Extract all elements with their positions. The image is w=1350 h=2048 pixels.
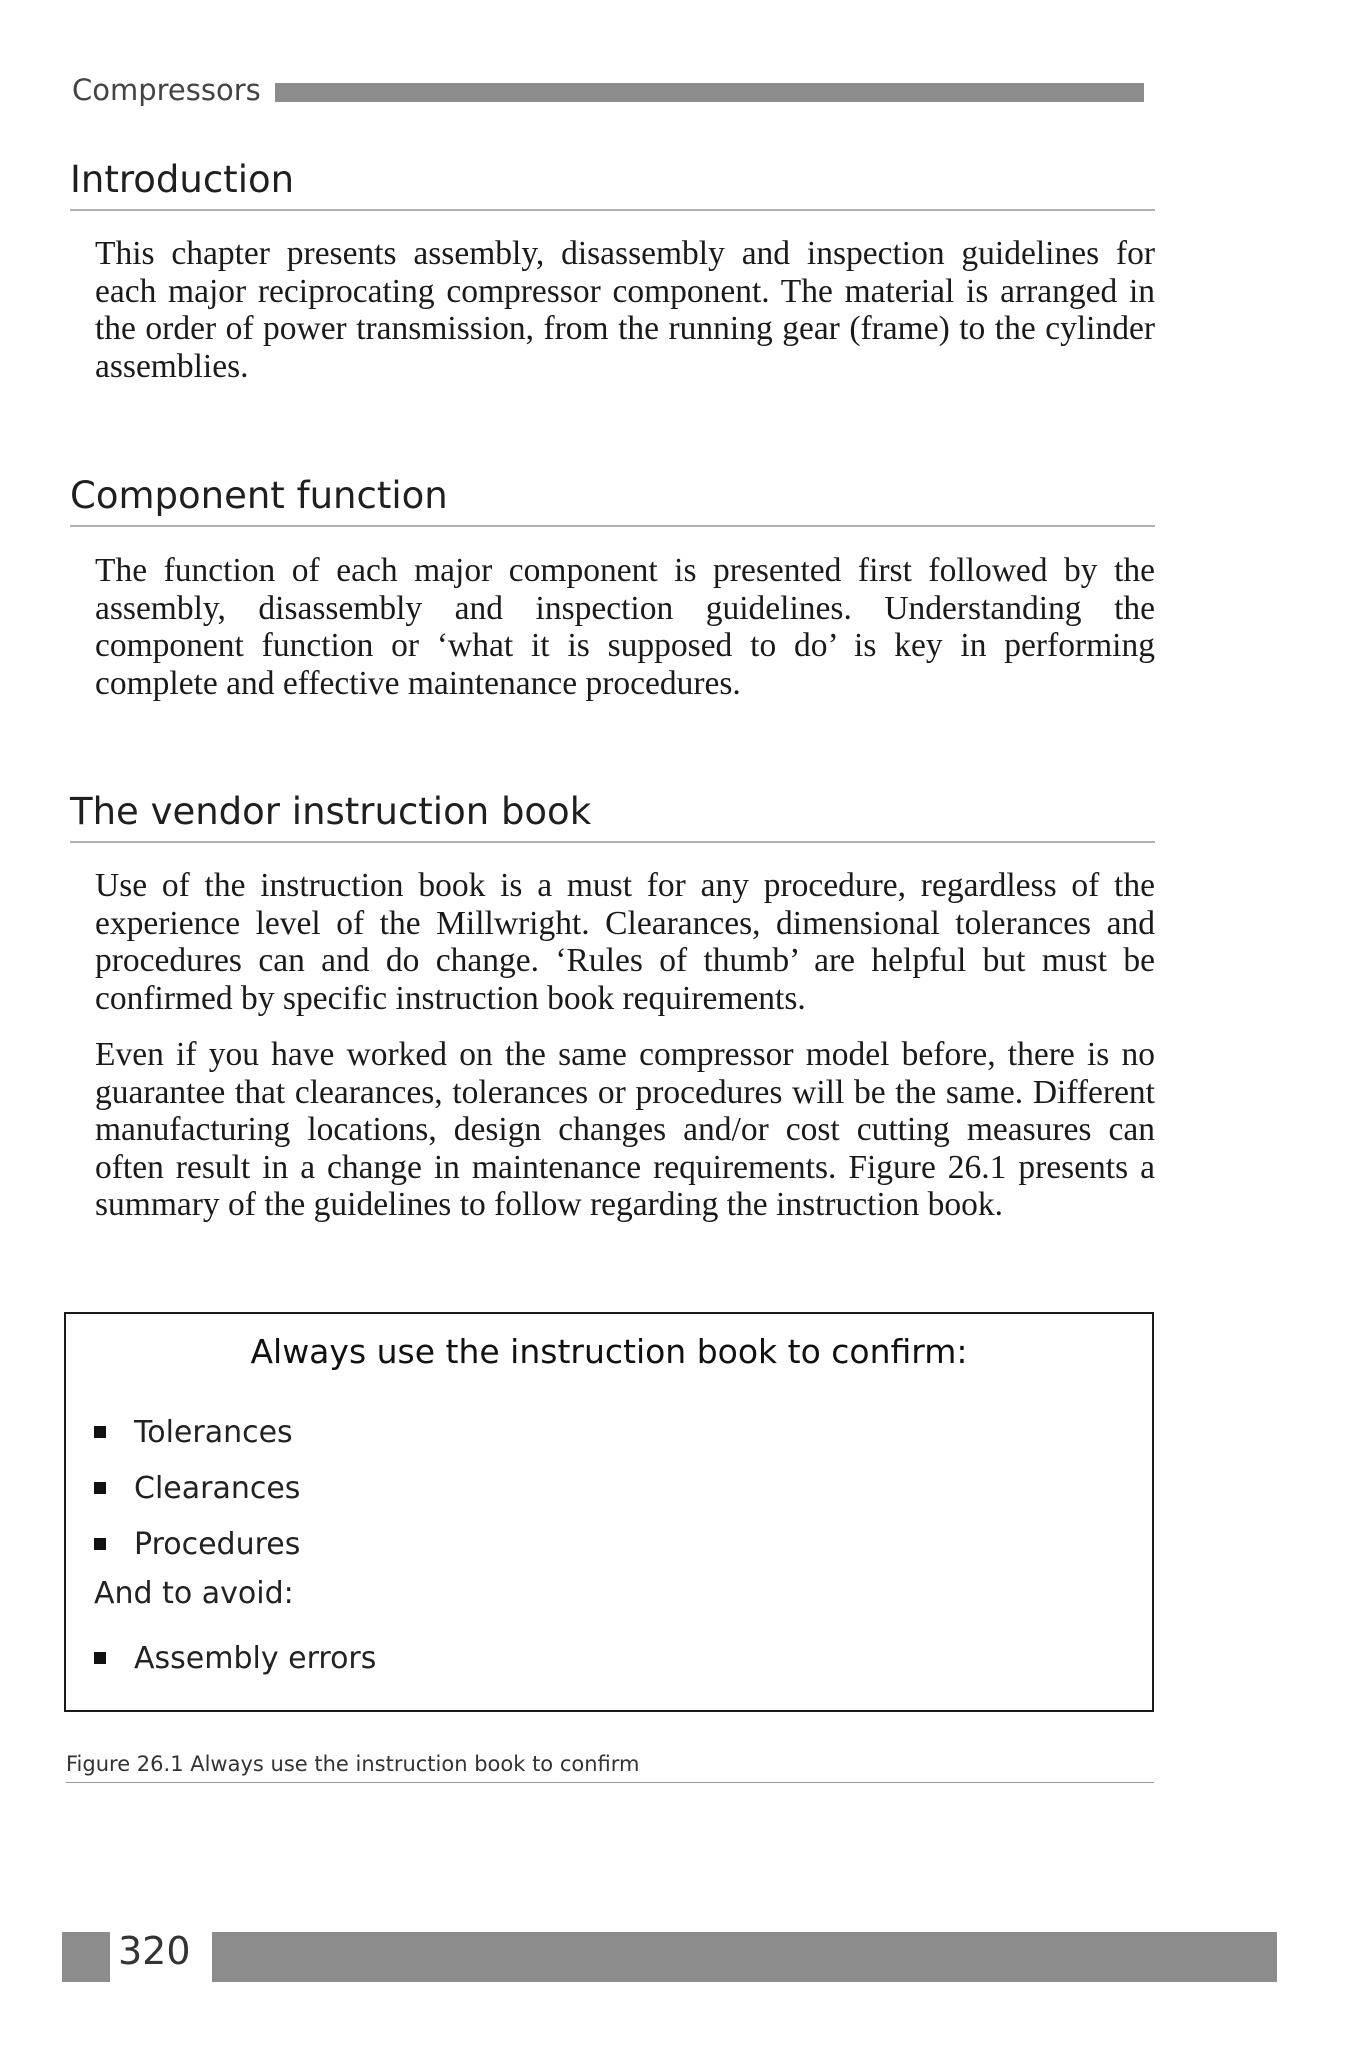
list-item-label: Clearances bbox=[134, 1470, 301, 1506]
figure-caption: Figure 26.1 Always use the instruction book to confirm bbox=[66, 1752, 1154, 1783]
figure-title: Always use the instruction book to confirm: bbox=[250, 1332, 968, 1371]
footer-block bbox=[62, 1932, 110, 1982]
figure-26-1 bbox=[64, 1312, 1154, 1712]
running-head-bar bbox=[275, 83, 1144, 102]
section-heading-component-function: Component function bbox=[70, 474, 1155, 527]
avoid-label: And to avoid: bbox=[94, 1576, 294, 1611]
confirm-list bbox=[94, 1404, 300, 1572]
running-head bbox=[72, 70, 1144, 110]
paragraph-vendor-instruction-book-1: Use of the instruction book is a must for any procedure, regardless of the experience level of the Millwright. Clearances, dimensional tolerances and procedures can and do change. ‘Rules of thumb’ are helpful but must be confirmed by specific instruction book requirements. bbox=[95, 867, 1155, 1017]
paragraph-component-function: The function of each major component is presented first followed by the assembly, disassembly and inspection guidelines. Understanding the component function or ‘what it is supposed to do’ is key in performing complete and effective maintenance procedures. bbox=[95, 552, 1155, 702]
list-item bbox=[94, 1460, 300, 1516]
section-heading-introduction: Introduction bbox=[70, 158, 1155, 211]
list-item-label: Assembly errors bbox=[134, 1640, 377, 1676]
avoid-list bbox=[94, 1630, 376, 1686]
bullet-square-icon bbox=[94, 1538, 106, 1550]
list-item bbox=[94, 1404, 300, 1460]
bullet-square-icon bbox=[94, 1426, 106, 1438]
list-item bbox=[94, 1516, 300, 1572]
section-heading-vendor-instruction-book: The vendor instruction book bbox=[70, 790, 1155, 843]
page-number: 320 bbox=[118, 1929, 191, 1973]
running-title: Compressors bbox=[72, 73, 261, 107]
paragraph-introduction: This chapter presents assembly, disassembly and inspection guidelines for each major reciprocating compressor component. The material is arranged in the order of power transmission, from the running gear (frame) to the cylinder assemblies. bbox=[95, 235, 1155, 385]
paragraph-vendor-instruction-book-2: Even if you have worked on the same compressor model before, there is no guarantee that clearances, tolerances or procedures will be the same. Different manufacturing locations, design changes and/or cost cutting measures can often result in a change in maintenance requirements. Figure 26.1 presents a summary of the guidelines to follow regarding the instruction book. bbox=[95, 1036, 1155, 1223]
list-item bbox=[94, 1630, 376, 1686]
bullet-square-icon bbox=[94, 1482, 106, 1494]
list-item-label: Procedures bbox=[134, 1526, 301, 1562]
bullet-square-icon bbox=[94, 1652, 106, 1664]
footer-bar bbox=[212, 1932, 1277, 1982]
list-item-label: Tolerances bbox=[134, 1414, 293, 1450]
